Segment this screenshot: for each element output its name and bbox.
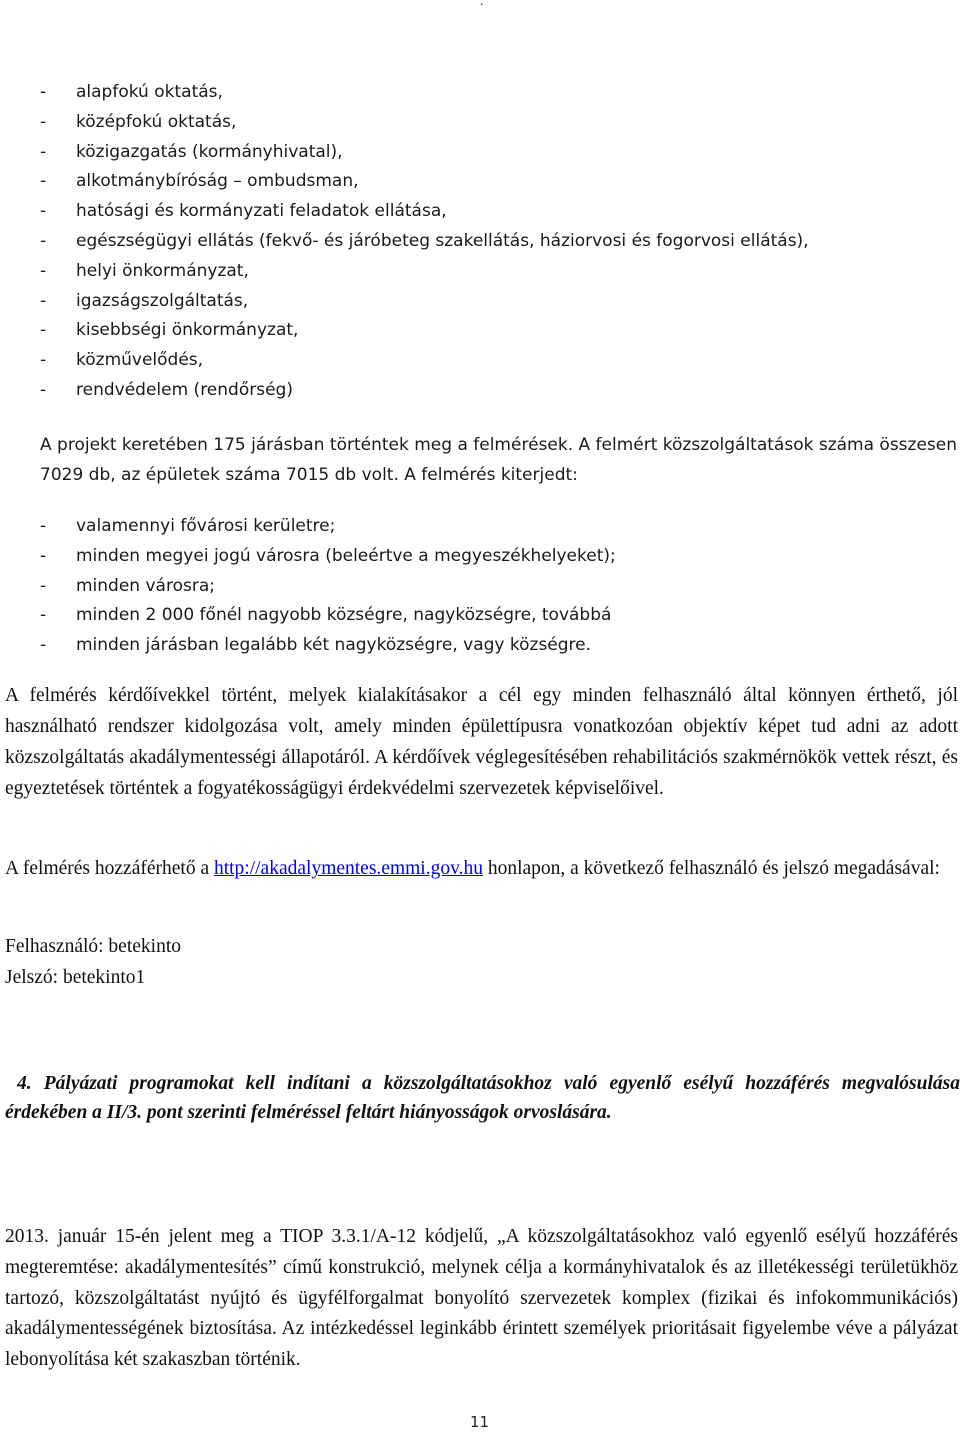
- password-line: Jelszó: betekinto1: [5, 967, 146, 988]
- list-item: - minden megyei jogú városra (beleértve a megyeszékhelyeket);: [40, 542, 955, 572]
- top-mark: .: [480, 0, 484, 9]
- heading-number: 4.: [17, 1073, 32, 1094]
- list-item: - hatósági és kormányzati feladatok ellátása,: [40, 197, 955, 227]
- list-item: - kisebbségi önkormányzat,: [40, 316, 955, 346]
- list-item: - igazságszolgáltatás,: [40, 287, 955, 317]
- access-paragraph: [5, 853, 958, 884]
- list-item: - minden járásban legalább két nagyközségre, vagy községre.: [40, 631, 955, 661]
- heading-text: Pályázati programokat kell indítani a közszolgáltatásokhoz való egyenlő esélyű hozzáférés megvalósulása érdekében a II/3. pont szerinti felméréssel feltárt hiányosságok orvoslására.: [5, 1073, 960, 1123]
- page-number: 11: [470, 1413, 490, 1431]
- list-item: - egészségügyi ellátás (fekvő- és járóbeteg szakellátás, háziorvosi és fogorvosi ellátás),: [40, 227, 955, 257]
- access-text-after: honlapon, a következő felhasználó és jelszó megadásával:: [482, 858, 940, 879]
- list-item: - valamennyi fővárosi kerületre;: [40, 512, 955, 542]
- questionnaire-paragraph: A felmérés kérdőívekkel történt, melyek kialakításakor a cél egy minden felhasználó által könnyen érthető, jól használható rendszer kidolgozása volt, amely minden épülettípusra vonatkozóan objektív képet tud adni az adott közszolgáltatás akadálymentességi állapotáról. A kérdőívek véglegesítésében rehabilitációs szakmérnökök vettek részt, és egyeztetések történtek a fogyatékosságügyi érdekvédelmi szervezetek képviselőivel.: [5, 685, 958, 799]
- list-item: - helyi önkormányzat,: [40, 257, 955, 287]
- credentials: [5, 931, 181, 993]
- service-types-list: [40, 78, 955, 406]
- list-item: - alkotmánybíróság – ombudsman,: [40, 167, 955, 197]
- list-item: - közművelődés,: [40, 346, 955, 376]
- survey-scope-list: [40, 512, 955, 661]
- section-heading: [5, 1069, 960, 1127]
- username-line: Felhasználó: betekinto: [5, 936, 181, 957]
- list-item: - rendvédelem (rendőrség): [40, 376, 955, 406]
- project-paragraph: A projekt keretében 175 járásban történtek meg a felmérések. A felmért közszolgáltatások száma összesen 7029 db, az épületek száma 7015 db volt. A felmérés kiterjedt:: [40, 435, 958, 485]
- list-item: - középfokú oktatás,: [40, 108, 955, 138]
- tiop-paragraph: 2013. január 15-én jelent meg a TIOP 3.3.1/A-12 kódjelű, „A közszolgáltatásokhoz való egyenlő esélyű hozzáférés megteremtése: akadálymentesítés” című konstrukció, melynek célja a kormányhivatalok és az illetékességi területükhöz tartozó, közszolgáltatást nyújtó és ügyfélforgalmat bonyolító szervezetek komplex (fizikai és infokommunikációs) akadálymentességének biztosítása. Az intézkedéssel leginkább érintett személyek prioritásait figyelembe véve a pályázat lebonyolítása két szakaszban történik.: [5, 1226, 958, 1371]
- list-item: - minden városra;: [40, 572, 955, 602]
- list-item: - közigazgatás (kormányhivatal),: [40, 138, 955, 168]
- survey-link[interactable]: http://akadalymentes.emmi.gov.hu: [213, 858, 483, 879]
- list-item: - alapfokú oktatás,: [40, 78, 955, 108]
- list-item: - minden 2 000 főnél nagyobb községre, nagyközségre, továbbá: [40, 601, 955, 631]
- access-text-before: A felmérés hozzáférhető a: [5, 858, 214, 879]
